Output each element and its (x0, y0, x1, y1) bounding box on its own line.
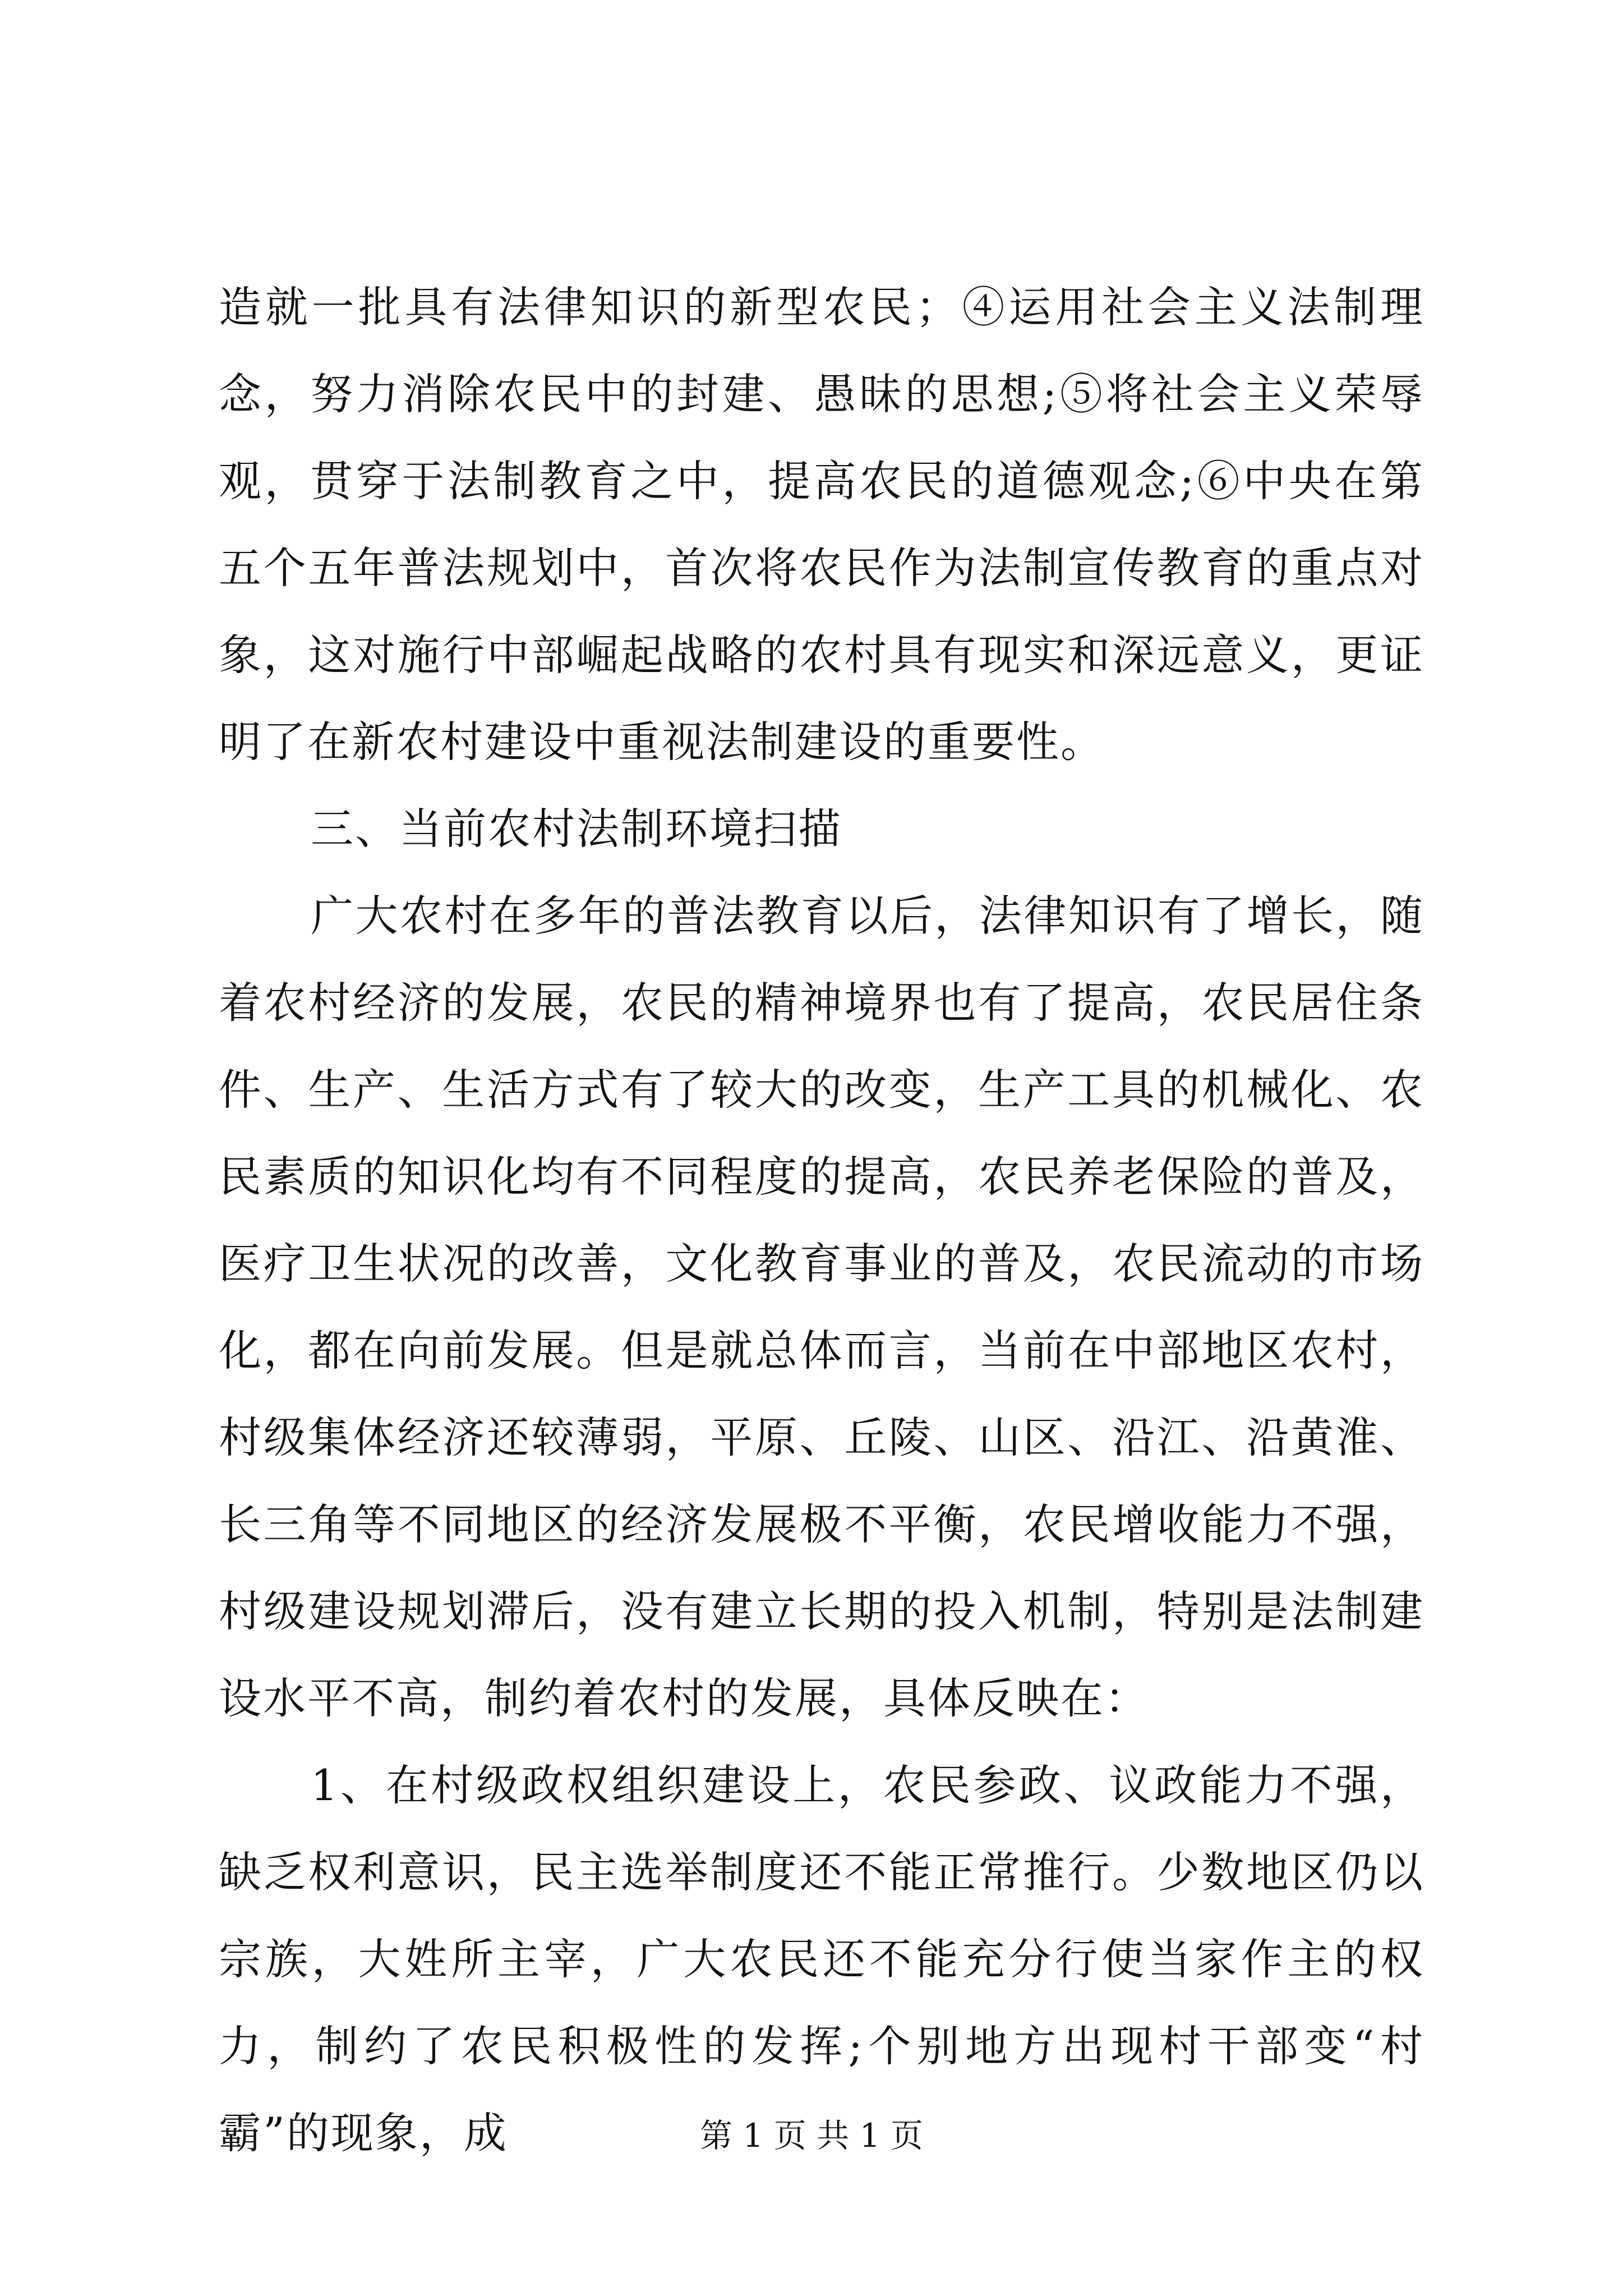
paragraph-overview: 广大农村在多年的普法教育以后，法律知识有了增长，随着农村经济的发展，农民的精神境界也有了提高，农民居住条件、生产、生活方式有了较大的改变，生产工具的机械化、农民素质的知识化均有不同程度的提高，农民养老保险的普及，医疗卫生状况的改善，文化教育事业的普及，农民流动的市场化，都在向前发展。但是就总体而言，当前在中部地区农村，村级集体经济还较薄弱，平原、丘陵、山区、沿江、沿黄淮、长三角等不同地区的经济发展极不平衡，农民增收能力不强，村级建设规划滞后，没有建立长期的投入机制，特别是法制建设水平不高，制约着农村的发展，具体反映在： (219, 891, 1424, 1723)
page-footer: 第 1 页 共 1 页 (700, 2116, 923, 2155)
paragraph-item-1: 1、在村级政权组织建设上，农民参政、议政能力不强，缺乏权利意识，民主选举制度还不能正常推行。少数地区仍以宗族，大姓所主宰，广大农民还不能充分行使当家作主的权力，制约了农民积极性的发挥;个别地方出现村干部变“村霸”的现象，成 (219, 1760, 1424, 2158)
document-body (219, 264, 1424, 2177)
paragraph-continuation: 造就一批具有法律知识的新型农民；④运用社会主义法制理念，努力消除农民中的封建、愚昧的思想;⑤将社会主义荣辱观，贯穿于法制教育之中，提高农民的道德观念;⑥中央在第五个五年普法规划中，首次将农民作为法制宣传教育的重点对象，这对施行中部崛起战略的农村具有现实和深远意义，更证明了在新农村建设中重视法制建设的重要性。 (219, 282, 1424, 767)
section-heading: 三、当前农村法制环境扫描 (311, 804, 842, 854)
